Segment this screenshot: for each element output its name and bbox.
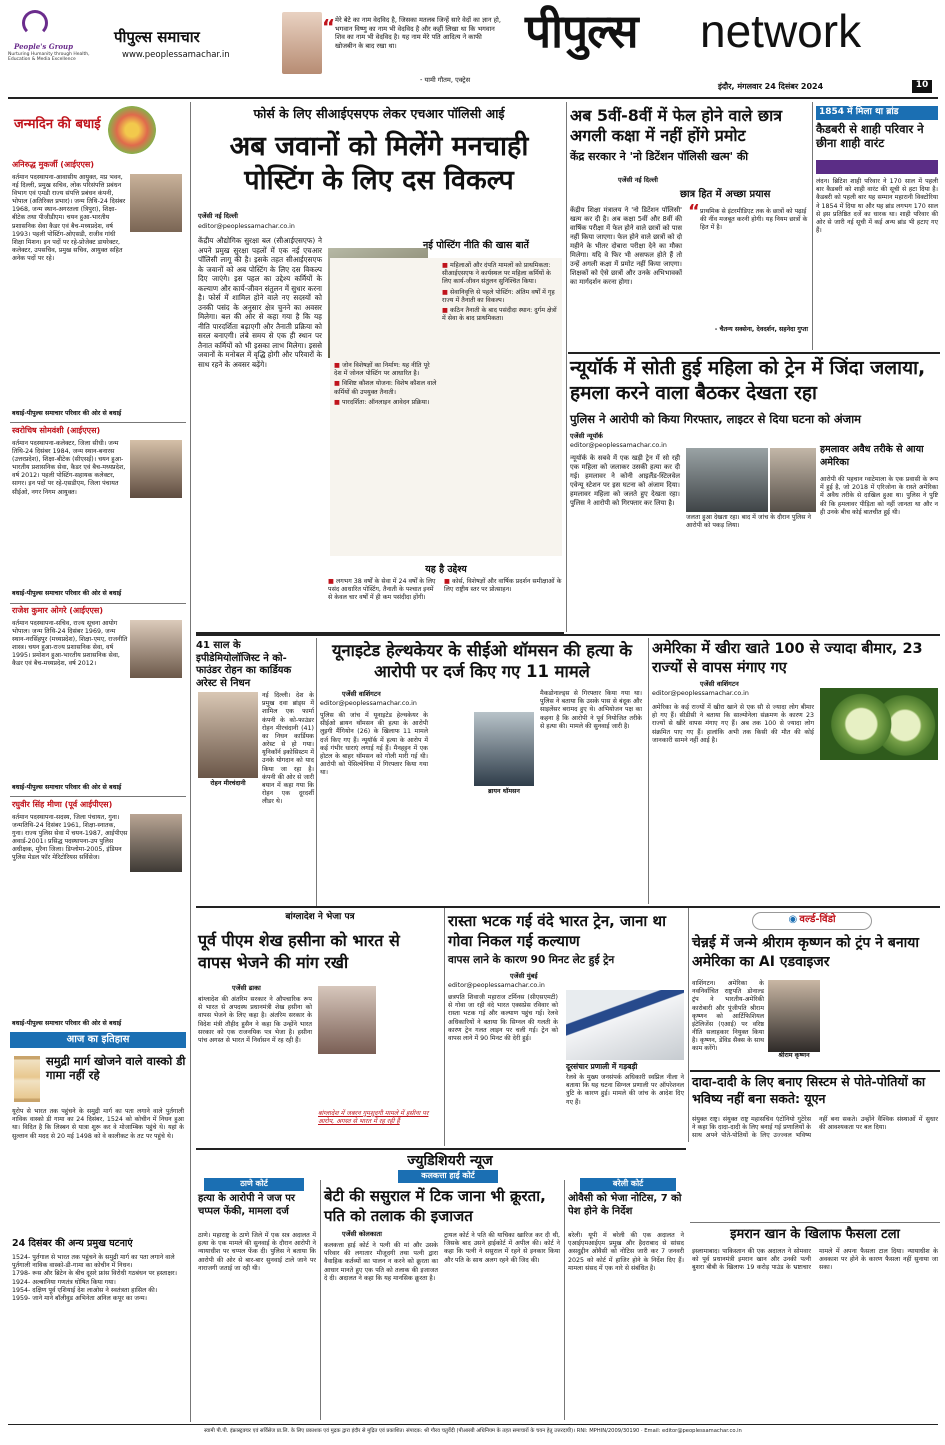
cucumber-photo	[820, 688, 938, 760]
aim-title: यह है उद्देश्य	[425, 564, 467, 575]
birthday-person-4	[12, 800, 184, 1020]
history-title-bar: आज का इतिहास	[10, 1032, 186, 1048]
divider	[10, 603, 186, 604]
person-name: रघुवीर सिंह मीणा (पूर्व आईपीएस)	[12, 800, 113, 809]
paper-name: पीपुल्स समाचार	[114, 28, 200, 46]
kolkata-byline: एजेंसी कोलकाता	[342, 1230, 382, 1238]
cadbury-photo	[816, 160, 938, 174]
hasina-headline: पूर्व पीएम शेख हसीना को भारत से वापस भेजने की मांग रखी	[198, 931, 400, 972]
person-details: वर्तमान पदस्थापना-सचिव, राज्य सूचना आयोग भोपाल। जन्म तिथि-24 दिसंबर 1969, जन्म स्थान-नरसिंहपुर (मध्यप्रदेश), शिक्षा-एमए, राजनीति शास्त्र। चयन हुआ-राज्य प्रशासनिक सेवा, वर्ष 1995। प्रमोशन हुआ-भारतीय प्रशासनिक सेवा, कैडर एवं बैच-मध्यप्रदेश, वर्ष 2012।	[12, 619, 128, 668]
col-divider	[688, 908, 689, 1142]
events-headline: 24 दिसंबर की अन्य प्रमुख घटनाएं	[12, 1238, 133, 1249]
divider	[568, 352, 940, 354]
exam-headline: अब 5वीं-8वीं में फेल होने वाले छात्र अगली कक्षा में नहीं होंगे प्रमोट	[570, 106, 783, 145]
obit-headline: 41 साल के इपीडेमियोलॉजिस्ट ने को-फाउंडर रोहन का कार्डियक अरेस्ट से निधन	[196, 640, 292, 689]
obit-caption: रोहन मीरचंदानी	[210, 780, 246, 787]
vande-headline: रास्ता भटक गई वंदे भारत ट्रेन, जाना था गोवा निकल गई कल्याण	[448, 912, 666, 950]
hourglass-icon	[14, 1056, 40, 1102]
section-title-eng: network	[700, 5, 862, 57]
person-details: वर्तमान पदस्थापना-कलेक्टर, जिला सीधी। जन्म तिथि-24 दिसंबर 1984, जन्म स्थान-बनारस (उत्तरप्रदेश), शिक्षा-बीटेक (सीएसई)। चयन हुआ-भारतीय प्रशासनिक सेवा, कैडर एवं बैच-मध्यप्रदेश, वर्ष 2012। पहली पोस्टिंग-सहायक कलेक्टर, सागर। इन पदों पर रहे-एसडीएम, जिला पंचायत सीईओ, नगर निगम आयुक्त।	[12, 439, 126, 496]
person-wish: बधाई-पीपुल्स समाचार परिवार की ओर से बधाई	[12, 410, 122, 417]
history-headline: समुद्री मार्ग खोजने वाले वास्को डी गामा नहीं रहे	[46, 1054, 186, 1083]
box-point: ■ महिलाओं और दंपति मामलों को प्राथमिकता: सीआईएसएफ ने कार्यस्थल पर महिला कर्मियों के लिए कार्य-जीवन संतुलन सुनिश्चित किया।	[442, 262, 558, 287]
globe-icon: ◉	[788, 914, 798, 925]
person-photo	[130, 440, 182, 498]
col-divider	[812, 102, 813, 350]
sriram-caption: श्रीराम कृष्णन	[778, 1052, 810, 1059]
train-headline: न्यूयॉर्क में सोती हुई महिला को ट्रेन में जिंदा जलाया, हमला करने वाला बैठकर देखता रहा	[570, 357, 926, 404]
quote-mark-icon: “	[688, 201, 700, 222]
hasina-photo	[318, 986, 376, 1054]
divider	[690, 1070, 940, 1072]
box-point: ■ विशिष्ट कौशल योजना: विशेष कौशल वाले कर्मियों की उपयुक्त तैनाती।	[334, 380, 438, 396]
lead-email: editor@peoplessamachar.co.in	[198, 223, 295, 230]
paper-logo-box	[108, 28, 268, 68]
cucumber-headline: अमेरिका में खीरा खाते 100 से ज्यादा बीमार, 23 राज्यों से वापस मंगाए गए	[652, 641, 923, 676]
events-list	[12, 1254, 184, 1303]
masthead	[0, 0, 945, 100]
person-wish: बधाई-पीपुल्स समाचार परिवार की ओर से बधाई	[12, 784, 122, 791]
cucumber-byline: एजेंसी वाशिंगटन	[700, 680, 739, 688]
unh-headline: यूनाइटेड हेल्थकेयर के सीईओ थॉमसन की हत्या के आरोपी पर दर्ज किए गए 11 मामले	[331, 641, 633, 682]
section-title-hindi: पीपुल्स	[525, 4, 638, 58]
col-divider	[648, 638, 649, 904]
lead-body: केंद्रीय औद्योगिक सुरक्षा बल (सीआईएसएफ) ने अपने प्रमुख सुरक्षा पहलों में एक नई एचआर पॉलिसी लागू की है। इसके तहत सीआईएसएफ के जवानों को अब पोस्टिंग के लिए दस विकल्प दिए जाएंगे। इस पहल का उद्देश्य कर्मियों के कल्याण और कार्य-जीवन संतुलन में सुधार करना है। फोर्स में शामिल होने वाले नए सदस्यों को उनकी पसंद के अनुसार क्षेत्र चुनने का अवसर मिलेगा। बल की ओर से कहा गया है कि यह नीति पारदर्शिता बढ़ाएगी और तैनाती प्रक्रिया को सरल बनाएगी। लंबे समय से एक ही स्थान पर तैनात कर्मियों को भी इसका लाभ मिलेगा। इससे जवानों के मनोबल में वृद्धि होगी और परिवारों के साथ रहने के अवसर बढ़ेंगे।	[198, 236, 322, 369]
bareilly-headline: ओवैसी को भेजा नोटिस, 7 को पेश होने के निर्देश	[568, 1193, 682, 1217]
train-byline: एजेंसी न्यूयॉर्क	[570, 432, 603, 440]
aim-2: ■ कोर्स, विशेषज्ञों और वार्षिक प्रदर्शन समीक्षाओं के लिए राष्ट्रीय स्तर पर प्रोत्साहन।	[444, 578, 562, 594]
event-item: 1924- अल्बानिया गणतंत्र घोषित किया गया।	[12, 1278, 116, 1286]
bareilly-label: बरेली कोर्ट	[580, 1178, 676, 1191]
kolkata-headline: बेटी की ससुराल में टिक जाना भी क्रूरता, पति को तलाक की इजाजत	[324, 1187, 546, 1226]
world-video-label: वर्ल्ड-विंडो	[799, 914, 836, 925]
day-quote: मेरे बेटे का नाम वेदविद है, जिसका मतलब जिन्हें सारे वेदों का ज्ञान हो, भगवान विष्णु का नाम भी वेदविद है और कहीं लिखा था कि भगवान शिव का नाम भी वेदविद है। यह नाम मेरे पति आदित्य ने काफी खोजबीन के बाद रखा था।	[335, 16, 501, 50]
royal-headline: कैडबरी से शाही परिवार ने छीना शाही वारंट	[816, 122, 924, 151]
person-details: वर्तमान पदस्थापना-सदस्य, जिला पंचायत, गुना। जन्मतिथि-24 दिसंबर 1961, शिक्षा-स्नातक, गुना। राज्य पुलिस सेवा में चयन-1987, आईपीएस अवार्ड-2001। प्रसिद्ध पदस्थापना-उप पुलिस अधीक्षक, मुरैना जिला। डिप्लोमा-2005, इंडियन पुलिस मेडल फॉर मेरिटोरियस सर्विसेज।	[12, 813, 128, 862]
footer-rule	[8, 1424, 938, 1425]
sriram-body: वाशिंगटन। अमेरिका के नवनिर्वाचित राष्ट्रपति डोनाल्ड ट्रंप ने भारतीय-अमेरिकी कारोबारी और पूंजीपति श्रीराम कृष्णन को आर्टिफिशियल इंटेलिजेंस (एआई) पर वरिष्ठ नीति सलाहकार नियुक्त किया है। कृष्णन, डेविड सैक्स के साथ काम करेंगे।	[692, 980, 764, 1053]
group-logo	[22, 10, 48, 36]
exam-quote: प्राथमिक से इंटरमीडिएट तक के छात्रों को पढ़ाई की नींव मजबूत करनी होगी। यह नियम छात्रों के हित में है।	[700, 208, 808, 232]
lead-box	[330, 258, 562, 556]
exam-quote-box	[688, 201, 808, 346]
group-tagline: Nurturing Humanity through Health, Education & Media Excellence	[8, 52, 90, 63]
event-item: 1798- रूस और ब्रिटेन के बीच दूसरे फ्रांस विरोधी गठबंधन पर हस्ताक्षर।	[12, 1270, 178, 1278]
divider	[10, 422, 186, 423]
exam-quote-author: - चैतन्य सक्सेना, देवदर्शन, सहनेदा गुप्ता	[714, 326, 808, 333]
royal-kicker: 1854 में मिला था ब्रांड	[816, 106, 938, 120]
vande-body: छत्रपति शिवाजी महाराज टर्मिनस (सीएसएमटी) से गोवा जा रही वंदे भारत एक्सप्रेस रविवार को रास्ता भटक गई और कल्याण पहुंच गई। रेलवे अधिकारियों ने बताया कि सिग्नल की गलती के कारण ट्रेन गलत लाइन पर चली गई। ट्रेन को वापस लाने में 90 मिनट की देरी हुई।	[448, 994, 558, 1042]
lead-kicker: फोर्स के लिए सीआईएसएफ लेकर एचआर पॉलिसी आई	[253, 106, 505, 121]
vande-side-head: दूरसंचार प्रणाली में गड़बड़ी	[566, 1062, 638, 1071]
imprint-line: स्वामी पी.पी. इंफ्रास्ट्रक्चर एवं सर्विसेज प्रा.लि. के लिए प्रकाशक एवं मुद्रक द्वारा इंदौर से मुद्रित एवं प्रकाशित। संपादक: श्री गौरव चतुर्वेदी (पीआरबी अधिनियम के तहत समाचारों के चयन हेतु उत्तरदायी)। RNI: MPHIN/2009/30190 · Email: editor@peoplessamachar.co.in	[204, 1428, 742, 1434]
unh-email: editor@peoplessamachar.co.in	[320, 700, 417, 707]
event-item: 1954- दक्षिण पूर्व एशियाई देश लाओस ने स्वतंत्रता हासिल की।	[12, 1286, 158, 1294]
unh-byline: एजेंसी वाशिंगटन	[342, 690, 381, 698]
train-incident-photo	[686, 448, 768, 512]
box-point: ■ कठिन तैनाती के बाद पसंदीदा स्थान: दुर्गम क्षेत्रों में सेवा के बाद प्राथमिकता।	[442, 307, 558, 323]
exam-sub: केंद्र सरकार ने 'नो डिटेंशन पॉलिसी खत्म' की	[570, 150, 749, 163]
birthday-person-3	[12, 606, 184, 786]
hasina-byline: एजेंसी ढाका	[232, 984, 261, 992]
box-point: ■ पारदर्शिता: ऑनलाइन आवेदन प्रक्रिया।	[334, 399, 438, 407]
exam-tagline: छात्र हित में अच्छा प्रयास	[680, 189, 771, 200]
world-video-tag	[752, 912, 872, 930]
vande-byline: एजेंसी मुंबई	[510, 972, 538, 980]
left-col-divider	[190, 102, 191, 1422]
train-email: editor@peoplessamachar.co.in	[570, 442, 667, 449]
col-divider	[444, 908, 445, 1146]
royal-body: लंदन। ब्रिटिश शाही परिवार ने 170 साल में पहली बार कैडबरी को शाही वारंट की सूची से हटा दिया है। कैडबरी को पहली बार यह सम्मान महारानी विक्टोरिया ने 1854 में दिया था और यह ब्रांड लगभग 170 साल से इस प्रतिष्ठित दर्जे का धारक था। शाही परिवार की ओर से जारी नई सूची में कई अन्य ब्रांड भी हटाए गए हैं।	[816, 178, 938, 235]
thompson-photo	[474, 712, 534, 786]
vande-sub: वापस लाने के कारण 90 मिनट लेट हुई ट्रेन	[448, 954, 615, 966]
box-col-2	[442, 262, 558, 325]
sriram-photo	[768, 980, 820, 1052]
unh-body: पुलिस की जांच में यूनाइटेड हेल्थकेयर के सीईओ ब्रायन थॉमसन की हत्या के आरोपी लुइगी मैंगियोन (26) के खिलाफ 11 मामले दर्ज किए गए हैं। न्यूयॉर्क में हत्या के आरोप में कई गंभीर धाराएं लगाई गई हैं। मैनहट्टन में एक होटल के बाहर थॉमसन को गोली मारी गई थी। आरोपी को पेंसिल्वेनिया में गिरफ्तार किया गया था।	[320, 712, 428, 777]
suspect-photo	[770, 448, 816, 512]
event-item: 1959- जाने माने बॉलीवुड अभिनेता अनिल कपूर का जन्म।	[12, 1294, 148, 1302]
train-body: न्यूयॉर्क के सबवे में एक खड़ी ट्रेन में सो रही एक महिला को जलाकर उसकी हत्या कर दी गई। हमलावर ने कोनी आइलैंड-स्टिलवेल एवेन्यू स्टेशन पर इस घटना को अंजाम दिया। हमलावर महिला को जलते हुए देखता रहा। पुलिस ने आरोपी को गिरफ्तार कर लिया है।	[570, 454, 680, 507]
col-divider	[564, 1180, 565, 1420]
box-point: ■ जोन विशेषज्ञों का निर्माण: यह नीति पूरे देश में जोनल पोस्टिंग पर आधारित है।	[334, 362, 438, 378]
lead-byline: एजेंसी नई दिल्ली	[198, 212, 238, 220]
box-point: ■ सेवानिवृत्ति से पहले पोस्टिंग: अंतिम वर्षों में गृह राज्य में तैनाती का विकल्प।	[442, 289, 558, 305]
vande-side-text: रेलवे के मुख्य जनसंपर्क अधिकारी स्वप्निल नीला ने बताया कि यह घटना सिग्नल प्रणाली पर ऑपरेशनल त्रुटि के कारण हुई। मामले की जांच के आदेश दिए गए हैं।	[566, 1074, 684, 1106]
train-sub: पुलिस ने आरोपी को किया गिरफ्तार, लाइटर से दिया घटना को अंजाम	[570, 412, 862, 426]
divider	[196, 906, 940, 908]
col-divider	[566, 102, 567, 632]
person-photo	[130, 174, 182, 232]
person-name: राजेश कुमार ओगरे (आईएएस)	[12, 606, 103, 615]
person-wish: बधाई-पीपुल्स समाचार परिवार की ओर से बधाई	[12, 590, 122, 597]
person-photo	[130, 620, 182, 678]
group-name: People's Group	[14, 42, 74, 51]
lead-box-title: नई पोस्टिंग नीति की खास बातें	[423, 240, 529, 251]
actress-photo	[282, 12, 322, 74]
page-number: 10	[912, 80, 932, 93]
col-divider	[316, 638, 317, 906]
judiciary-main-label: कलकत्ता हाई कोर्ट	[398, 1170, 498, 1183]
birthday-title: जन्मदिन की बधाई	[14, 117, 101, 132]
kolkata-body: कलकत्ता हाई कोर्ट ने पत्नी की मां और उसके परिवार की लगातार मौजूदगी तथा पत्नी द्वारा वैवाहिक कर्तव्यों का पालन न करने को क्रूरता का आधार मानते हुए एक पति को तलाक की इजाजत दे दी। अदालत ने कहा कि यह मानसिक क्रूरता है।	[324, 1242, 438, 1282]
unh-col3: मैकडोनाल्ड्स से गिरफ्तार किया गया था। पुलिस ने बताया कि उसके पास से बंदूक और साइलेंसर बरामद हुए थे। अभियोजन पक्ष का कहना है कि आरोपी ने पूर्व नियोजित तरीके से हत्या की। मामले की सुनवाई जारी है।	[540, 690, 642, 730]
vande-train-photo	[566, 990, 684, 1060]
event-item: 1524- पुर्तगाल से भारत तक पहुंचने के समुद्री मार्ग का पता लगाने वाले पुर्तगाली नाविक वास्को-डी-गामा का कोचीन में निधन।	[12, 1254, 175, 1270]
hasina-kicker: बांग्लादेश ने भेजा पत्र	[285, 912, 355, 922]
birthday-header	[12, 106, 182, 158]
train-side-text: आरोपी की पहचान ग्वाटेमाला के एक प्रवासी के रूप में हुई है, जो 2018 में एरिजोना के रास्ते अमेरिका में अवैध तरीके से दाखिल हुआ था। पुलिस ने पुष्टि की कि हमलावर पीड़िता को नहीं जानता था और न ही उनके बीच कोई बातचीत हुई थी।	[820, 476, 938, 516]
divider	[10, 796, 186, 797]
paper-site: www.peoplessamachar.in	[122, 50, 230, 60]
sriram-body-cont	[824, 980, 938, 1070]
aim-1: ■ लगभग 38 वर्षों के सेवा में 24 वर्षों के लिए पसंद आधारित पोस्टिंग, तैनाती के पश्चात इनमें से केवल चार वर्षों में ही कम पसंदीदा होंगी।	[328, 578, 438, 603]
sriram-headline: चेन्नई में जन्मे श्रीराम कृष्णन को ट्रंप ने बनाया अमेरिका का AI एडवाइजर	[692, 935, 920, 970]
vande-email: editor@peoplessamachar.co.in	[448, 982, 545, 989]
birthday-person-2	[12, 426, 184, 606]
person-details-cont	[12, 254, 184, 414]
divider	[690, 1222, 940, 1223]
obit-body: नई दिल्ली। देश के प्रमुख दवा ब्रांड्स में शामिल एक फार्मा कंपनी के को-फाउंडर रोहन मीरचंदानी (41) का निधन कार्डियक अरेस्ट से हो गया। यूनिकॉर्न इकोसिस्टम में उनके योगदान को याद किया जा रहा है। कंपनी की ओर से जारी बयान में कहा गया कि रोहन एक दूरदर्शी लीडर थे।	[262, 692, 314, 806]
hasina-body-cont	[380, 986, 440, 1054]
quote-mark-icon: “	[322, 15, 336, 39]
kolkata-col2: ट्रायल कोर्ट ने पति की याचिका खारिज कर दी थी, जिसके बाद उसने हाईकोर्ट में अपील की। कोर्ट ने कहा कि पत्नी ने ससुराल में रहने से इनकार किया और पति के साथ अलग रहने की जिद की।	[444, 1232, 560, 1264]
person-photo	[130, 814, 182, 872]
birthday-person-1	[12, 160, 184, 420]
cucumber-email: editor@peoplessamachar.co.in	[652, 690, 749, 697]
judiciary-title: ज्युडिशियरी न्यूज	[407, 1153, 493, 1169]
cucumber-body-cont	[820, 764, 938, 902]
imran-body: इस्लामाबाद। पाकिस्तान की एक अदालत ने सोमवार को पूर्व प्रधानमंत्री इमरान खान और उनकी पत्नी बुशरा बीबी के खिलाफ 19 करोड़ पाउंड के भ्रष्टाचार मामले में अपना फैसला टाल दिया। न्यायाधीश के अवकाश पर होने के कारण फैसला नहीं सुनाया जा सका।	[692, 1248, 938, 1272]
un-body: संयुक्त राष्ट्र। संयुक्त राष्ट्र महासचिव एंटोनियो गुटेरेस ने कहा कि दादा-दादी के लिए बनाई गई प्रणालियों के साथ अपने पोते-पोतियों के लिए उज्ज्वल भविष्य नहीं बना सकते। उन्होंने वैश्विक संस्थाओं में सुधार की आवश्यकता पर बल दिया।	[692, 1116, 938, 1140]
imran-headline: इमरान खान के खिलाफ फैसला टला	[730, 1227, 900, 1242]
col-divider	[320, 1180, 321, 1420]
history-text: यूरोप से भारत तक पहुंचने के समुद्री मार्ग का पता लगाने वाले पुर्तगाली नाविक वास्को डी गामा का 24 दिसंबर, 1524 को कोचीन में निधन हुआ था। विदित है कि लिस्बन से यात्रा शुरू कर वे मोजाम्बिक पहुंचे थे। यहां के सुल्तान की मदद से 20 मई 1498 को वे कालीकट के तट पर पहुंचे थे।	[12, 1108, 184, 1140]
hasina-body: बांग्लादेश की अंतरिम सरकार ने औपचारिक रूप से भारत से अपदस्थ प्रधानमंत्री शेख हसीना को वापस भेजने के लिए कहा है। अंतरिम सरकार के विदेश मंत्री तौहीद हुसैन ने कहा कि उन्होंने भारत सरकार को एक राजनयिक पत्र भेजा है। हसीना पांच अगस्त से भारत में निर्वासन में रह रही हैं।	[198, 996, 312, 1044]
person-wish: बधाई-पीपुल्स समाचार परिवार की ओर से बधाई	[12, 1020, 122, 1027]
un-headline: दादा-दादी के लिए बनाए सिस्टम से पोते-पोतियों का भविष्य नहीं बना सकते: यूएन	[692, 1074, 926, 1106]
box-col-1	[334, 362, 438, 409]
thane-body: ठाणे। महाराष्ट्र के ठाणे जिले में एक सत्र अदालत में हत्या के एक मामले की सुनवाई के दौरान आरोपी ने न्यायाधीश पर चप्पल फेंक दी। पुलिस ने बताया कि आरोपी की ओर से बार-बार सुनवाई टाले जाने पर नाराजगी जताई जा रही थी।	[198, 1232, 316, 1272]
thane-headline: हत्या के आरोपी ने जज पर चप्पल फेंकी, मामला दर्ज	[198, 1193, 296, 1217]
lead-headline: अब जवानों को मिलेंगे मनचाही पोस्टिंग के लिए दस विकल्प	[229, 131, 529, 196]
hasina-link[interactable]: बांग्लादेश में जबरन गुमशुदगी मामले में हसीना पर आरोप, अगस्त से भारत में रह रही हैं	[318, 1110, 429, 1126]
bareilly-body: बरेली। यूपी में बरेली की एक अदालत ने एआईएमआईएम प्रमुख और हैदराबाद से सांसद असदुद्दीन ओवैसी को नोटिस जारी कर 7 जनवरी 2025 को कोर्ट में हाजिर होने के निर्देश दिए हैं। मामला संसद में एक नारे से संबंधित है।	[568, 1232, 684, 1272]
flower-icon	[108, 106, 156, 154]
quote-author: - यामी गौतम, एक्ट्रेस	[420, 76, 471, 84]
rohan-photo	[198, 692, 258, 778]
person-details: वर्तमान पदस्थापना-आवासीय आयुक्त, मप्र भवन, नई दिल्ली, प्रमुख सचिव, लोक परिसंपत्ति प्रबंधन विभाग एवं एमडी राज्य संपत्ति प्रबंधन कंपनी, भोपाल (अतिरिक्त प्रभार)। जन्म तिथि-24 दिसंबर 1968, जन्म स्थान-अगरतला (त्रिपुरा), शिक्षा-बीटेक तथा पीजीडीएम। चयन हुआ-भारतीय प्रशासनिक सेवा कैडर एवं बैच-मध्यप्रदेश, वर्ष 1993। पहली पोस्टिंग-ओएसडी, राजीव गांधी शिक्षा मिशन। इन पदों पर रहे-प्रोजेक्ट डायरेक्टर, कलेक्टर, उपसचिव, प्रमुख सचिव, आयुक्त सहित अनेक पदों पर रहे।	[12, 173, 126, 263]
exam-byline: एजेंसी नई दिल्ली	[618, 176, 658, 184]
divider	[196, 1148, 686, 1150]
person-name: अनिरुद्ध मुकर्जी (आईएएस)	[12, 160, 94, 169]
exam-body: केंद्रीय शिक्षा मंत्रालय ने 'नो डिटेंशन पॉलिसी' खत्म कर दी है। अब कक्षा 5वीं और 8वीं की वार्षिक परीक्षा में फेल होने वाले छात्रों को पास नहीं किया जाएगा। फेल होने वाले छात्रों को दो महीने के भीतर दोबारा परीक्षा देने का मौका मिलेगा। यदि वे फिर भी असफल होते हैं तो उन्हें अगली कक्षा में प्रमोट नहीं किया जाएगा। शिक्षकों को ऐसे छात्रों और उनके अभिभावकों का मार्गदर्शन करना होगा।	[570, 206, 682, 286]
train-side-head: हमलावर अवैध तरीके से आया अमेरिका	[820, 444, 924, 468]
unh-caption: ब्रायन थॉमसन	[488, 788, 520, 795]
masthead-rule	[8, 97, 938, 99]
dateline: इंदौर, मंगलवार 24 दिसंबर 2024	[718, 82, 824, 91]
cucumber-body: अमेरिका के कई राज्यों में खीरा खाने से एक सौ से ज्यादा लोग बीमार हो गए हैं। सीडीसी ने बताया कि साल्मोनेला संक्रमण के कारण 23 राज्यों से खीरे वापस मंगाए गए हैं। अब तक 100 से ज्यादा लोग संक्रमित पाए गए हैं। हालांकि अभी तक किसी की मौत की कोई जानकारी सामने नहीं आई है।	[652, 704, 814, 744]
train-caption: जलता हुआ देखता रहा। बाद में जांच के दौरान पुलिस ने आरोपी को पकड़ लिया।	[686, 514, 811, 530]
thane-label: ठाणे कोर्ट	[204, 1178, 304, 1191]
person-name: स्वरोचिष सोमवंशी (आईएएस)	[12, 426, 101, 435]
divider	[196, 634, 940, 636]
